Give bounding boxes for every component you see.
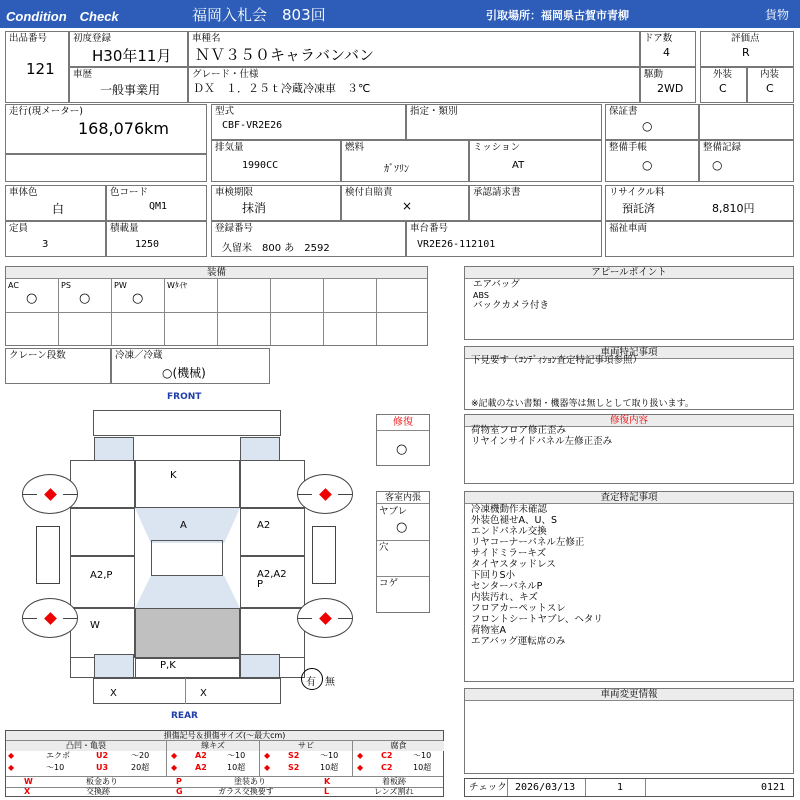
model-cell: 型式 CBF-VR2E26 [211,104,406,140]
hood-panel [135,460,240,508]
color-code-cell: 色コード QM1 [106,185,207,221]
back-door [135,658,240,678]
reg-number-cell: 登録番号 久留米 800 あ 2592 [211,221,406,257]
assessment-panel: 査定特記事項 冷凍機動作未確認 外装色褪せA、U、S エンドパネル交換 リヤコーナーパネル左修正 サイドミラーキズ タイヤスタッドレス 下回りS小 センターパネルP 内装汚れ、キズ フロアカーペットスレ フロントシートヤブレ、ヘタリ 荷物室A エアバッグ運転席のみ [464,491,794,682]
cargo-floor [135,608,240,658]
mirror-right [312,526,336,584]
grade-cell: グレード・仕様 ＤＸ １．２５ｔ冷蔵冷凍車 ３℃ [188,67,640,103]
capacity-cell: 定員 3 [5,221,106,257]
mileage-cell: 走行(現メーター) 168,076km [5,104,207,154]
left-front-door [70,508,135,556]
repair-content-panel: 修復内容 荷物室フロア修正歪み リヤインサイドパネル左修正歪み [464,414,794,484]
equip-mark-ps: ○ [79,291,91,306]
fuel-cell: 燃料 ｶﾞｿﾘﾝ [341,140,469,182]
fridge-cell: 冷凍／冷蔵 ○(機械) [111,348,270,384]
mission-cell: ミッション AT [469,140,602,182]
auction-title: 福岡入札会 803回 [192,6,326,24]
interior-panel: 客室内張 ヤブレ ○ 穴 コゲ [376,491,430,613]
equip-label-ps: PS [61,281,71,290]
history: 一般事業用 [100,83,161,97]
fridge-value: ○(機械) [162,366,206,380]
doors-cell: ドア数 4 [640,31,696,67]
equip-mark-pw: ○ [132,291,144,306]
car-name-cell: 車種名 ＮＶ３５０キャラバンバン [188,31,640,67]
rating-cell: 評価点 R [700,31,794,67]
header-bar [0,0,800,28]
rear-bumper [93,678,281,704]
grade: ＤＸ １．２５ｔ冷蔵冷凍車 ３℃ [193,82,371,95]
damage-legend: 損傷記号＆損傷サイズ(～最大cm) 凸凹・亀裂 ◆ エクボ U2 ～20 ◆ ～10 U3 20超 線キズ ◆ A2 ～10 ◆ A2 10超 サビ ◆ S2 ～10 ◆ S2 10超 腐食 ◆ C2 ～10 ◆ C2 10超 W 板金あり P 塗装あり K 着板跡 X 交換跡 G ガラス交換要す L レンズ割れ [5,730,444,797]
mileage: 168,076km [78,119,170,138]
liability-cell: 検付自賠責 × [341,185,469,221]
windshield [135,508,240,543]
wheel-front-left [22,474,78,514]
crane-cell: クレーン段数 [5,348,111,384]
equipment-title: 装備 [6,267,427,279]
rating: R [742,46,750,59]
repair-box: 修復 ○ [376,414,430,466]
lot-number: 121 [26,60,55,78]
equip-label-pw: PW [114,281,127,290]
equip-label-ac: AC [8,281,19,290]
check-row: チェック 2026/03/13 1 0121 [464,778,794,797]
recycle-cell: リサイクル料 預託済 8,810円 [605,185,794,221]
approval-cell: 承認請求書 [469,185,602,221]
pickup-location: 引取場所：福岡県古賀市青柳 [486,9,629,22]
wheel-rear-left [22,598,78,638]
wheel-front-right [297,474,353,514]
drive-cell: 駆動 2WD [640,67,696,103]
maint-book-cell: 整備手帳 ○ [605,140,699,182]
warranty-cell: 保証書 ○ [605,104,699,140]
wheel-rear-right [297,598,353,638]
brand-title: Condition Check [6,9,119,24]
car-diagram: FRONT REAR K A A2 A2,P A2,A2 P W P,K X X 有 無 [20,390,365,725]
first-reg: H30年11月 [92,47,172,65]
inspection-cell: 車検期限 抹消 [211,185,341,221]
model: CBF-VR2E26 [222,120,283,131]
rear-label: REAR [171,711,198,721]
appeal-panel: アピールポイント エアバッグ ABS バックカメラ付き [464,266,794,340]
category-label: 貨物 [765,8,790,22]
first-reg-cell: 初度登録 H30年11月 [69,31,188,67]
left-rear-door [70,556,135,608]
front-bumper [93,410,281,436]
mirror-left [36,526,60,584]
right-rear-door [240,556,305,608]
displacement-cell: 排気量 1990CC [211,140,341,182]
lot-number-cell: 出品番号 121 [5,31,69,103]
equipment-panel [5,266,428,346]
right-front-door [240,508,305,556]
interior-cell: 内装 C [747,67,794,103]
equip-mark-ac: ○ [26,291,38,306]
chassis-cell: 車台番号 VR2E26-112101 [406,221,602,257]
color-cell: 車体色 白 [5,185,106,221]
designation-cell: 指定・類別 [406,104,602,140]
maint-record-cell: 整備記録 ○ [699,140,794,182]
change-info-panel: 車両変更情報 [464,688,794,774]
equip-label-wtire: Wﾀｲﾔ [167,281,187,290]
welfare-cell: 福祉車両 [605,221,794,257]
car-name: ＮＶ３５０キャラバンバン [195,46,374,64]
history-cell: 車歴 一般事業用 [69,67,188,103]
front-label: FRONT [167,392,202,402]
roof-panel [151,540,223,576]
exterior-cell: 外装 C [700,67,747,103]
special-notes-panel: 車両特記事項 下見要す（ｺﾝﾃﾞｨｼｮﾝ査定特記事項参照） ※記載のない書類・機器等は無しとして取り扱います。 [464,346,794,410]
load-cell: 積載量 1250 [106,221,207,257]
